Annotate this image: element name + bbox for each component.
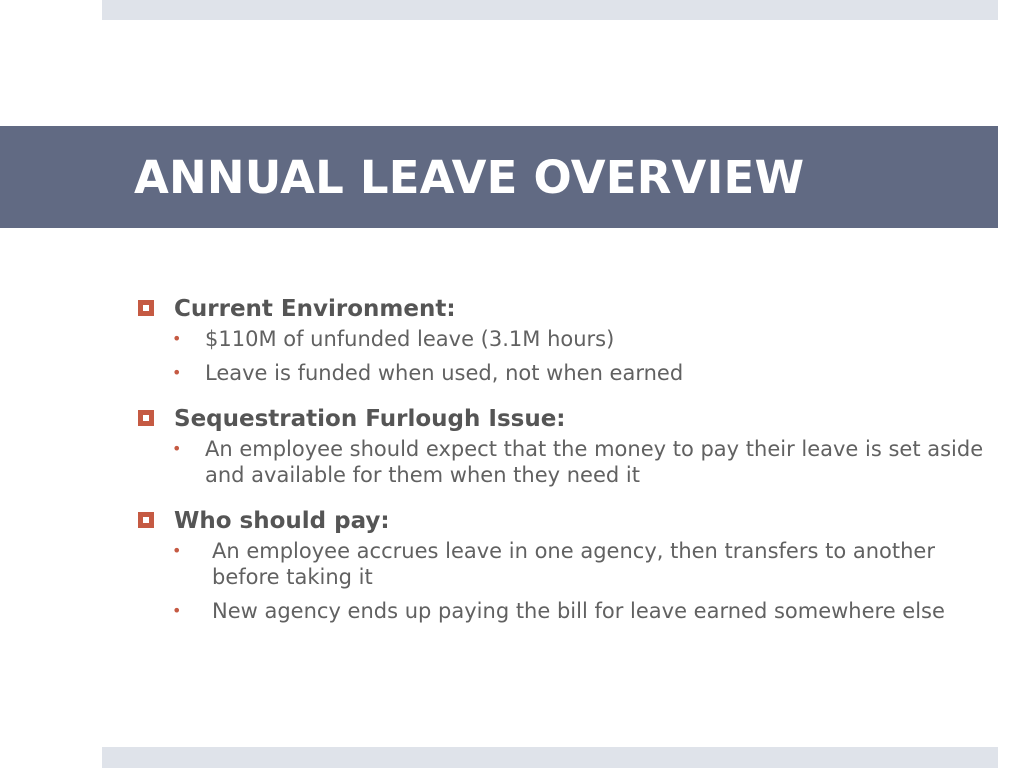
section-current-environment [136, 292, 986, 386]
list-item-text: An employee accrues leave in one agency, then transfers to another before taking it [212, 539, 935, 589]
list-item [136, 436, 986, 488]
slide-content [136, 292, 986, 632]
bullet-dot-icon: • [172, 363, 182, 382]
bullet-dot-icon: • [172, 601, 182, 620]
section-heading-row [136, 504, 986, 538]
square-bullet-icon [138, 512, 154, 528]
list-item-text: An employee should expect that the money to pay their leave is set aside and available for them when they need it [205, 437, 984, 487]
section-heading: Current Environment: [174, 296, 456, 322]
top-decorative-bar [102, 0, 998, 20]
bullet-dot-icon: • [172, 439, 182, 458]
bullet-dot-icon: • [172, 541, 182, 560]
list-item-text: Leave is funded when used, not when earned [205, 361, 684, 385]
slide-title: ANNUAL LEAVE OVERVIEW [134, 151, 805, 204]
section-heading-row [136, 292, 986, 326]
bottom-decorative-bar [102, 747, 998, 768]
list-item [136, 360, 986, 386]
section-heading-row [136, 402, 986, 436]
list-item-text: $110M of unfunded leave (3.1M hours) [205, 327, 615, 351]
section-heading: Sequestration Furlough Issue: [174, 406, 566, 432]
square-bullet-icon [138, 410, 154, 426]
bullet-list [136, 326, 986, 386]
bullet-dot-icon: • [172, 329, 182, 348]
section-sequestration-furlough [136, 402, 986, 488]
list-item [136, 598, 986, 624]
bullet-list [136, 436, 986, 488]
square-bullet-icon [138, 300, 154, 316]
list-item [136, 326, 986, 352]
section-heading: Who should pay: [174, 508, 390, 534]
section-who-should-pay [136, 504, 986, 624]
list-item [136, 538, 986, 590]
bullet-list [136, 538, 986, 624]
list-item-text: New agency ends up paying the bill for leave earned somewhere else [212, 599, 945, 623]
